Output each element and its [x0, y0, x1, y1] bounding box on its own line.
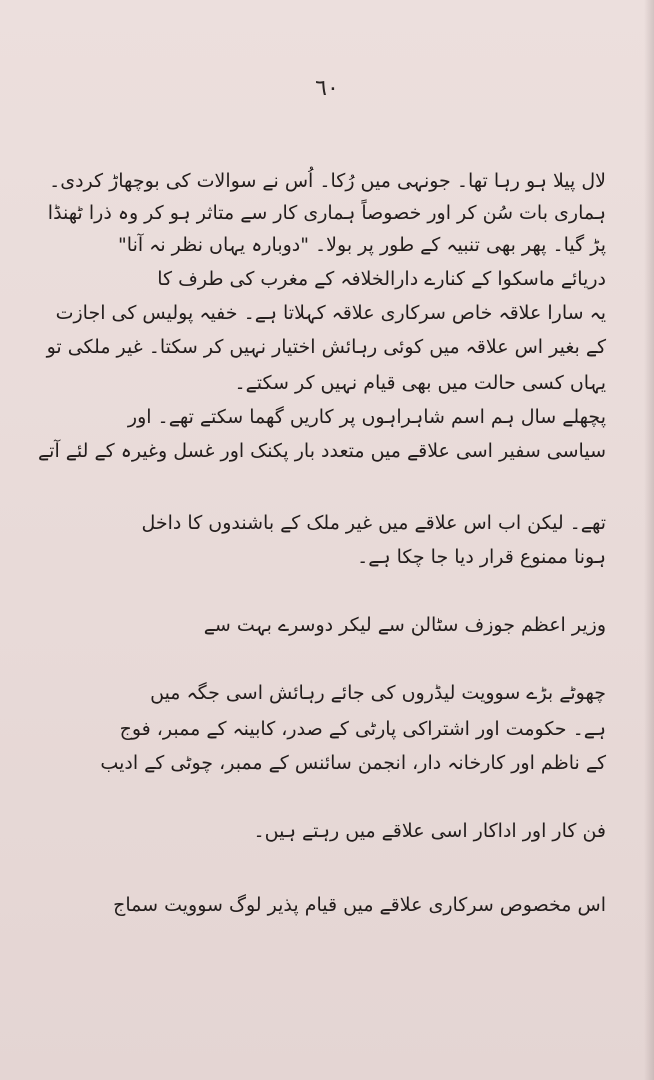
text-line-13: چھوٹے بڑے سوویت لیڈروں کی جائے رہائش اسی جگہ میں [150, 682, 606, 704]
text-line-9: سیاسی سفیر اسی علاقے میں متعدد بار پکنک اور غسل وغیرہ کے لئے آتے [38, 440, 606, 462]
text-line-10: تھے۔ لیکن اب اس علاقے میں غیر ملک کے باشندوں کا داخل [141, 512, 606, 534]
text-line-12: وزیر اعظم جوزف سٹالن سے لیکر دوسرے بہت سے [203, 614, 606, 636]
text-line-4: دریائے ماسکوا کے کنارے دارالخلافہ کے مغرب کی طرف کا [157, 268, 606, 290]
text-line-1: لال پیلا ہو رہا تھا۔ جونہی میں رُکا۔ اُس نے سوالات کی بوچھاڑ کردی۔ [49, 170, 606, 192]
text-line-7: یہاں کسی حالت میں بھی قیام نہیں کر سکتے۔ [234, 372, 606, 394]
text-line-6: کے بغیر اس علاقہ میں کوئی رہائش اختیار نہیں کر سکتا۔ غیر ملکی تو [46, 336, 606, 358]
text-line-2: ہماری بات سُن کر اور خصوصاً ہماری کار سے متاثر ہو کر وہ ذرا ٹھنڈا [47, 202, 606, 224]
text-line-17: اس مخصوص سرکاری علاقے میں قیام پذیر لوگ سوویت سماج [113, 894, 606, 916]
page-number: ٦٠ [315, 76, 339, 101]
text-line-3: پڑ گیا۔ پھر بھی تنبیہ کے طور پر بولا۔ "دوبارہ یہاں نظر نہ آنا" [118, 234, 606, 256]
text-line-8: پچھلے سال ہم اسم شاہراہوں پر کاریں گھما سکتے تھے۔ اور [127, 406, 606, 428]
text-line-14: ہے۔ حکومت اور اشتراکی پارٹی کے صدر، کابینہ کے ممبر، فوج [119, 718, 606, 740]
text-line-16: فن کار اور اداکار اسی علاقے میں رہتے ہیں۔ [253, 820, 606, 842]
text-line-5: یہ سارا علاقہ خاص سرکاری علاقہ کہلاتا ہے۔ خفیہ پولیس کی اجازت [55, 302, 606, 324]
text-line-11: ہونا ممنوع قرار دیا جا چکا ہے۔ [357, 546, 606, 568]
text-line-15: کے ناظم اور کارخانہ دار، انجمن سائنس کے ممبر، چوٹی کے ادیب [100, 752, 606, 774]
